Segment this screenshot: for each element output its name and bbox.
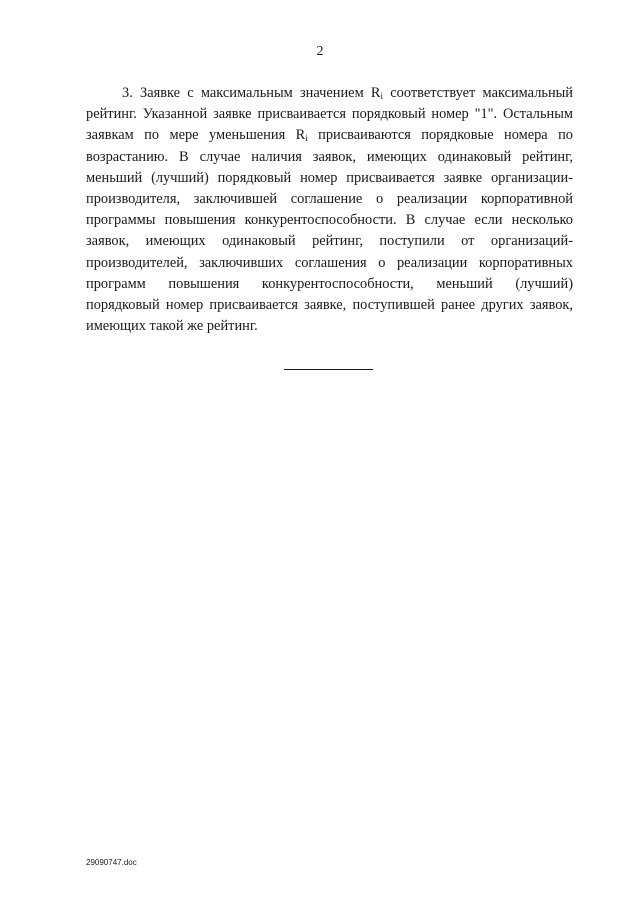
separator-rule	[284, 369, 373, 370]
paragraph-text-part1: 3. Заявке с максимальным значением R	[122, 85, 381, 101]
paragraph-text-part2: соответствует максимальный рейтинг. Указанной заявке присваивается порядковый номер "1". Остальным заявкам по мере уменьшения R	[86, 85, 574, 144]
subscript-i: i	[380, 91, 384, 101]
subscript-i: i	[305, 133, 308, 144]
page-number: 2	[316, 44, 324, 59]
file-name-footer: 29090747.doc	[86, 858, 137, 867]
paragraph-3	[86, 83, 573, 337]
paragraph-text-part3: присваиваются порядковые номера по возрастанию. В случае наличия заявок, имеющих одинаковый рейтинг, меньший (лучший) порядковый номер присваивается заявке организации-производителя, заключившей соглашение о реализации корпоративной программы повышения конкурентоспособности. В случае если несколько заявок, имеющих одинаковый рейтинг, поступили от организаций-производителей, заключивших соглашения о реализации корпоративных программ повышения конкурентоспособности, меньший (лучший) порядковый номер присваивается заявке, поступившей ранее других заявок, имеющих такой же рейтинг.	[86, 127, 574, 335]
document-body	[86, 83, 573, 337]
